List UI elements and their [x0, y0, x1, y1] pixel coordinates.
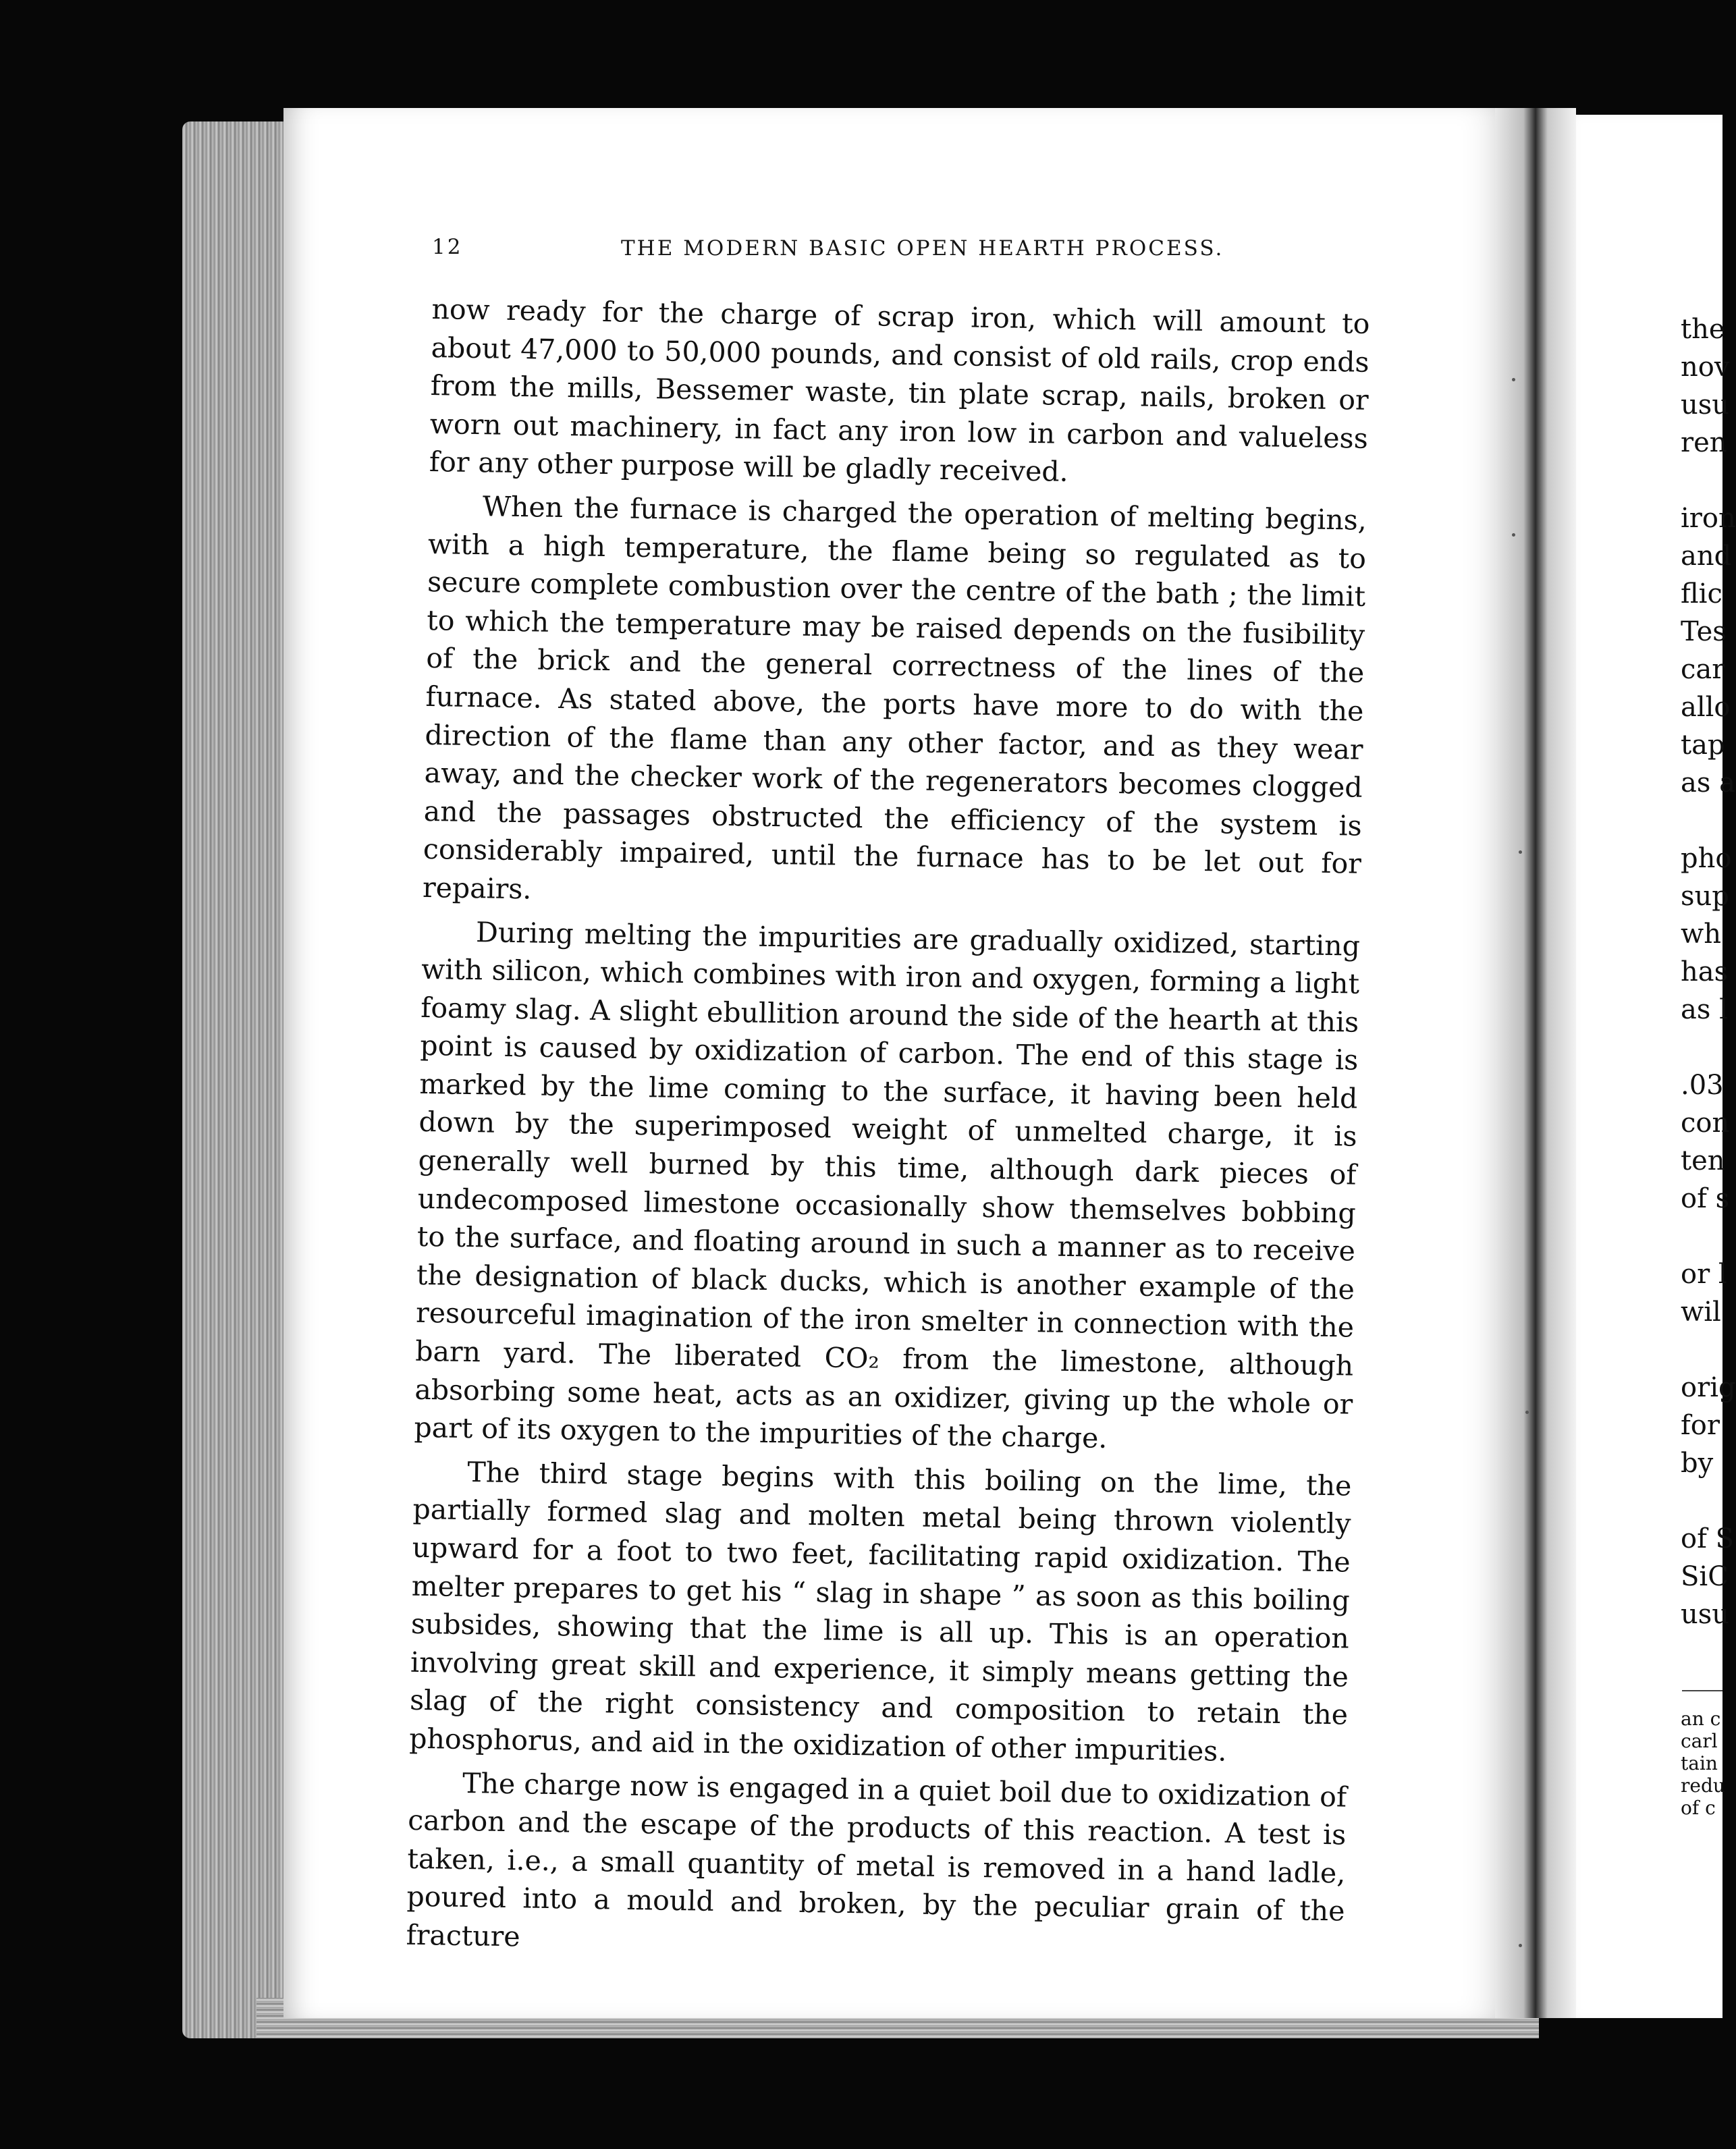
facing-line: by [1681, 1448, 1714, 1479]
facing-line: usu [1681, 1599, 1730, 1630]
facing-line: tap [1681, 730, 1725, 761]
facing-line-gap [1681, 1482, 1723, 1520]
facing-page-footnote [1681, 1708, 1723, 1819]
facing-line: usu [1681, 389, 1730, 420]
footnote-rule [1682, 1690, 1723, 1691]
book-gutter [1495, 108, 1576, 2018]
margin-speck [1519, 850, 1522, 854]
facing-line-gap [1681, 802, 1723, 840]
facing-line: for [1681, 1410, 1720, 1441]
facing-line: car [1681, 654, 1725, 685]
running-head [432, 235, 1224, 275]
facing-page-text [1681, 310, 1736, 1633]
facing-line-gap [1681, 1029, 1723, 1066]
running-head-title: THE MODERN BASIC OPEN HEARTH PROCESS. [621, 236, 1224, 261]
facing-line: SiC [1681, 1561, 1729, 1592]
facing-line: allo [1681, 692, 1731, 723]
facing-line: pho [1681, 843, 1732, 874]
facing-footnote-line: redu [1681, 1774, 1725, 1797]
page-number: 12 [432, 235, 463, 259]
paragraph: now ready for the charge of scrap iron, which will amount to about 47,000 to 50,000 pounds, and consist of old rails, crop ends from the mills, Bessemer waste, tin plate scrap, nails, broken or worn out machinery, in fact any iron low in carbon and valueless for any other purpose will be gladly received. [429, 292, 1370, 489]
facing-line: nov [1681, 352, 1730, 383]
facing-line: the [1681, 314, 1725, 345]
margin-speck [1519, 1944, 1522, 1947]
paragraph: When the furnace is charged the operation of melting begins, with a high temperature, the flame being so regulated as to secure complete combustion over the centre of the bath ; the limit to which the temperature may be raised depends on the fusibility of the brick and the general correctness of the lines of the furnace. As stated above, the ports have more to do with the direction of the flame than any other factor, and as they wear away, and the checker work of the regenerators becomes clogged and the passages obstructed the efficiency of the system is considerably impaired, until the furnace has to be let out for repairs. [422, 490, 1367, 906]
margin-speck [1512, 533, 1515, 537]
facing-line-gap [1681, 462, 1723, 499]
paragraph: The third stage begins with this boiling on the lime, the partially formed slag and molten metal being thrown violently upward for a foot to two feet, facilitating rapid oxidization. The melter prepares to get his “ slag in shape ” as soon as this boiling subsides, showing that the lime is all up. This is an operation involving great skill and experience, it simply means getting the slag of the right consistency and composition to retain the phosphorus, and aid in the oxidization of other impurities. [408, 1455, 1352, 1768]
facing-footnote-line: tain [1681, 1752, 1718, 1774]
facing-line: as a [1681, 767, 1735, 798]
facing-line: ten [1681, 1145, 1725, 1176]
facing-line: of s [1681, 1183, 1730, 1214]
facing-line-gap [1681, 1218, 1723, 1255]
facing-line-gap [1681, 1331, 1723, 1369]
body-text [406, 290, 1370, 1974]
facing-footnote-line: carl [1681, 1730, 1718, 1752]
paragraph: The charge now is engaged in a quiet boil due to oxidization of carbon and the escape of the products of this reaction. A test is taken, i.e., a small quantity of metal is removed in a hand ladle, poured into a mould and broken, by the peculiar grain of the fracture [406, 1766, 1347, 1953]
facing-line: has [1681, 956, 1729, 987]
facing-line: flic [1681, 578, 1723, 609]
margin-speck [1512, 378, 1515, 381]
facing-line: wil [1681, 1297, 1721, 1328]
facing-line: and [1681, 541, 1732, 572]
facing-line: Tes [1681, 616, 1727, 647]
facing-footnote-line: an c [1681, 1708, 1721, 1730]
facing-line: .03 [1681, 1070, 1724, 1101]
facing-footnote-line: of c [1681, 1797, 1716, 1819]
paragraph: During melting the impurities are gradually oxidized, starting with silicon, which combines with iron and oxygen, forming a light foamy slag. A slight ebullition around the side of the hearth at this point is caused by oxidization of carbon. The end of this stage is marked by the lime coming to the surface, it having been held down by the superimposed weight of unmelted charge, it is generally well burned by this time, although dark pieces of undecomposed limestone occasionally show themselves bobbing to the surface, and floating around in such a manner as to receive the designation of black ducks, which is another example of the resourceful imagination of the iron smelter in connection with the barn yard. The liberated CO₂ from the limestone, although absorbing some heat, acts as an oxidizer, giving up the whole or part of its oxygen to the impurities of the charge. [414, 915, 1361, 1455]
facing-line: con [1681, 1108, 1730, 1139]
facing-line: as l [1681, 994, 1728, 1025]
facing-line: wh [1681, 919, 1721, 950]
facing-line: sup [1681, 881, 1729, 912]
facing-line: iron [1681, 503, 1736, 534]
margin-speck [1525, 1411, 1529, 1414]
facing-line: of S [1681, 1523, 1735, 1554]
facing-line: orig [1681, 1372, 1736, 1403]
facing-line: or l [1681, 1259, 1727, 1290]
facing-line: ren [1681, 427, 1727, 458]
